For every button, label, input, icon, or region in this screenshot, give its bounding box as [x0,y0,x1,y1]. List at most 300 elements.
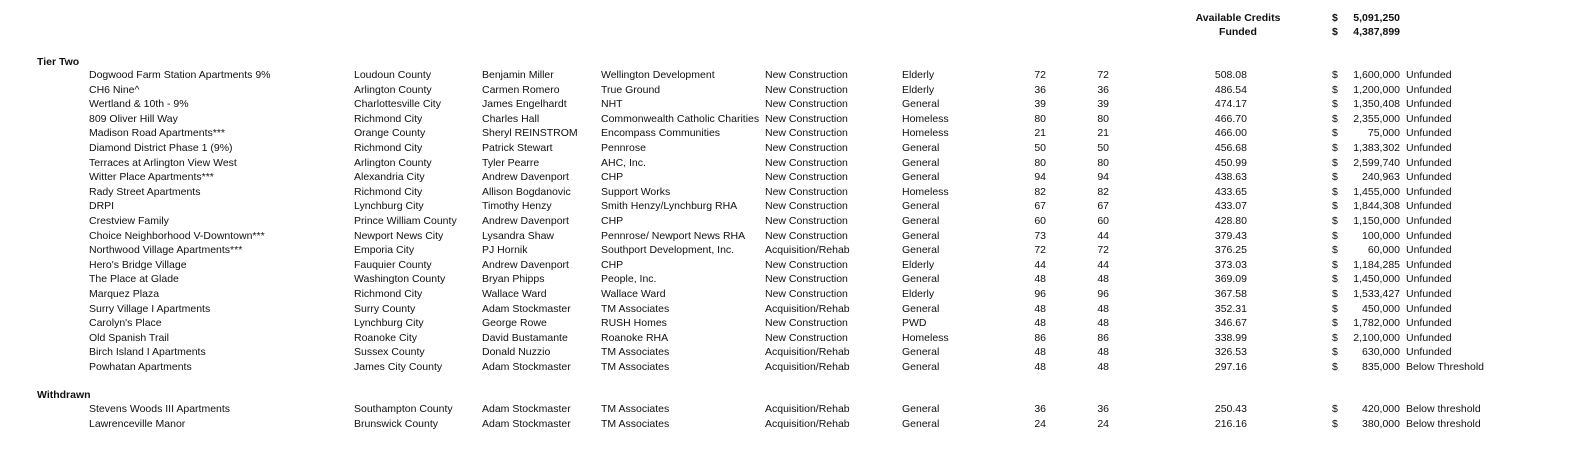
units-total-cell: 82 [1034,185,1046,198]
construction-type-cell: Acquisition/Rehab [765,346,850,359]
funding-status-cell: Unfunded [1406,244,1452,257]
credit-amount-cell: 835,000 [1362,361,1400,373]
units-total-cell: 72 [1034,244,1046,257]
currency-symbol-cell: $ [1332,361,1338,373]
organization-cell: Pennrose [601,142,646,154]
developer-contact-cell: Adam Stockmaster [482,302,571,315]
construction-type-cell: New Construction [765,185,848,198]
project-name-cell: Surry Village I Apartments [89,302,211,315]
population-cell: General [902,156,940,169]
currency-symbol-cell: $ [1332,83,1338,96]
credit-amount-cell: 1,450,000 [1353,273,1400,286]
units-eligible-cell: 72 [1097,244,1109,257]
population-cell: Homeless [902,127,949,140]
locality-cell: Surry County [354,302,416,315]
locality-cell: Richmond City [354,185,423,198]
funding-status-cell: Unfunded [1406,83,1452,96]
score-cell: 433.07 [1214,200,1247,213]
units-total-cell: 80 [1034,112,1046,125]
currency-symbol-cell: $ [1332,244,1338,257]
units-eligible-cell: 24 [1097,417,1109,430]
construction-type-cell: Acquisition/Rehab [765,403,850,415]
table-row [0,98,1592,112]
locality-cell: Lynchburg City [354,317,424,330]
units-eligible-cell: 44 [1097,229,1109,242]
organization-cell: TM Associates [601,361,670,373]
funding-status-cell: Unfunded [1406,142,1452,154]
units-eligible-cell: 60 [1097,215,1109,227]
units-total-cell: 72 [1034,69,1046,81]
population-cell: General [902,417,940,430]
funding-status-cell: Unfunded [1406,258,1452,271]
developer-contact-cell: James Engelhardt [482,98,567,111]
project-name-cell: Carolyn's Place [89,317,162,330]
organization-cell: CHP [601,215,624,227]
units-eligible-cell: 67 [1097,200,1109,213]
funding-status-cell: Unfunded [1406,229,1452,242]
table-row [0,403,1592,417]
locality-cell: Washington County [354,273,446,286]
funding-status-cell: Below threshold [1406,403,1481,415]
table-row [0,142,1592,156]
construction-type-cell: New Construction [765,127,848,140]
organization-cell: Commonwealth Catholic Charities [601,112,760,125]
table-row [0,186,1592,200]
currency-symbol-cell: $ [1332,346,1338,359]
locality-cell: Prince William County [354,215,457,227]
population-cell: Elderly [902,83,935,96]
organization-cell: AHC, Inc. [601,156,646,169]
population-cell: General [902,361,940,373]
developer-contact-cell: Carmen Romero [482,83,560,96]
currency-symbol-cell: $ [1332,156,1338,169]
locality-cell: Newport News City [354,229,444,242]
credit-amount-cell: 1,782,000 [1353,317,1400,330]
funding-status-cell: Unfunded [1406,200,1452,213]
units-eligible-cell: 96 [1097,288,1109,300]
developer-contact-cell: Benjamin Miller [482,69,554,81]
project-name-cell: Stevens Woods III Apartments [89,403,231,415]
funded-currency: $ [1332,26,1338,38]
score-cell: 466.70 [1214,112,1247,125]
currency-symbol-cell: $ [1332,215,1338,227]
units-eligible-cell: 44 [1097,258,1109,271]
population-cell: Elderly [902,258,935,271]
developer-contact-cell: David Bustamante [482,331,568,344]
construction-type-cell: Acquisition/Rehab [765,417,850,430]
currency-symbol-cell: $ [1332,273,1338,286]
construction-type-cell: New Construction [765,288,848,300]
organization-cell: Wellington Development [601,69,715,81]
score-cell: 352.31 [1214,302,1247,315]
units-total-cell: 73 [1034,229,1046,242]
credit-amount-cell: 1,455,000 [1353,185,1400,198]
locality-cell: Lynchburg City [354,200,424,213]
construction-type-cell: New Construction [765,83,848,96]
units-total-cell: 96 [1034,288,1046,300]
units-eligible-cell: 48 [1097,302,1109,315]
currency-symbol-cell: $ [1332,142,1338,154]
credit-amount-cell: 100,000 [1362,229,1400,242]
table-row [0,84,1592,98]
available-credits-label: Available Credits [1195,12,1281,24]
currency-symbol-cell: $ [1332,69,1338,81]
table-row [0,288,1592,302]
credit-amount-cell: 1,844,308 [1353,200,1400,213]
currency-symbol-cell: $ [1332,331,1338,344]
locality-cell: Fauquier County [354,258,432,271]
units-eligible-cell: 48 [1097,317,1109,330]
organization-cell: Encompass Communities [601,127,721,140]
project-name-cell: Choice Neighborhood V-Downtown*** [89,229,265,242]
credit-amount-cell: 240,963 [1362,171,1400,184]
units-total-cell: 44 [1034,258,1046,271]
credit-amount-cell: 630,000 [1362,346,1400,359]
table-row [0,244,1592,258]
units-total-cell: 36 [1034,403,1046,415]
available-credits-currency: $ [1332,12,1338,24]
score-cell: 250.43 [1214,403,1247,415]
score-cell: 428.80 [1214,215,1247,227]
organization-cell: Roanoke RHA [601,331,669,344]
funding-status-cell: Unfunded [1406,156,1452,169]
score-cell: 297.16 [1214,361,1247,373]
funded-label: Funded [1219,26,1257,38]
score-cell: 379.43 [1214,229,1247,242]
developer-contact-cell: Andrew Davenport [482,215,569,227]
population-cell: General [902,244,940,257]
developer-contact-cell: Tyler Pearre [482,156,540,169]
construction-type-cell: New Construction [765,69,848,81]
construction-type-cell: New Construction [765,317,848,330]
project-name-cell: Diamond District Phase 1 (9%) [89,142,233,154]
score-cell: 376.25 [1214,244,1247,257]
currency-symbol-cell: $ [1332,403,1338,415]
organization-cell: CHP [601,258,624,271]
funding-status-cell: Unfunded [1406,171,1452,184]
funding-status-cell: Unfunded [1406,215,1452,227]
table-row [0,273,1592,287]
table-row [0,171,1592,185]
table-row [0,200,1592,214]
units-eligible-cell: 21 [1097,127,1109,140]
construction-type-cell: New Construction [765,331,848,344]
table-row [0,303,1592,317]
funding-status-cell: Below Threshold [1406,361,1485,373]
section-title-tier-two: Tier Two [37,56,80,68]
project-name-cell: Dogwood Farm Station Apartments 9% [89,69,271,81]
organization-cell: People, Inc. [601,273,657,286]
credit-amount-cell: 1,350,408 [1353,98,1400,111]
population-cell: Homeless [902,331,949,344]
funded-value: 4,387,899 [1353,26,1400,38]
locality-cell: Emporia City [354,244,415,257]
project-name-cell: Lawrenceville Manor [89,417,186,430]
units-eligible-cell: 86 [1097,331,1109,344]
units-total-cell: 24 [1034,417,1046,430]
organization-cell: Southport Development, Inc. [601,244,735,257]
score-cell: 433.65 [1214,185,1247,198]
units-total-cell: 48 [1034,317,1046,330]
project-name-cell: Crestview Family [89,215,169,227]
credit-amount-cell: 60,000 [1367,244,1400,257]
project-name-cell: Marquez Plaza [89,288,160,300]
funding-status-cell: Unfunded [1406,346,1452,359]
score-cell: 456.68 [1214,142,1247,154]
units-total-cell: 67 [1034,200,1046,213]
developer-contact-cell: Adam Stockmaster [482,361,571,373]
currency-symbol-cell: $ [1332,200,1338,213]
construction-type-cell: New Construction [765,142,848,154]
units-total-cell: 39 [1034,98,1046,111]
organization-cell: CHP [601,171,624,184]
project-name-cell: 809 Oliver Hill Way [89,112,178,125]
organization-cell: Wallace Ward [601,288,666,300]
score-cell: 369.09 [1214,273,1247,286]
developer-contact-cell: Donald Nuzzio [482,346,551,359]
score-cell: 346.67 [1214,317,1247,330]
developer-contact-cell: Adam Stockmaster [482,417,571,430]
construction-type-cell: New Construction [765,171,848,184]
units-eligible-cell: 80 [1097,156,1109,169]
available-credits-value: 5,091,250 [1353,12,1400,24]
units-eligible-cell: 48 [1097,273,1109,286]
table-row [0,157,1592,171]
score-cell: 466.00 [1214,127,1247,140]
locality-cell: Roanoke City [354,331,418,344]
units-total-cell: 48 [1034,361,1046,373]
organization-cell: TM Associates [601,403,670,415]
units-total-cell: 94 [1034,171,1046,184]
score-cell: 216.16 [1214,417,1247,430]
units-eligible-cell: 48 [1097,361,1109,373]
population-cell: General [902,171,940,184]
developer-contact-cell: Andrew Davenport [482,171,569,184]
construction-type-cell: New Construction [765,156,848,169]
population-cell: General [902,98,940,111]
population-cell: General [902,346,940,359]
table-row [0,317,1592,331]
score-cell: 486.54 [1214,83,1247,96]
funding-status-cell: Unfunded [1406,317,1452,330]
funding-status-cell: Below threshold [1406,417,1481,430]
project-name-cell: Birch Island I Apartments [89,346,206,359]
units-total-cell: 80 [1034,156,1046,169]
units-total-cell: 48 [1034,346,1046,359]
locality-cell: James City County [354,361,443,373]
organization-cell: RUSH Homes [601,317,667,330]
units-total-cell: 36 [1034,83,1046,96]
units-eligible-cell: 39 [1097,98,1109,111]
population-cell: Homeless [902,185,949,198]
funding-status-cell: Unfunded [1406,288,1452,300]
construction-type-cell: Acquisition/Rehab [765,244,850,257]
table-row [0,127,1592,141]
credit-amount-cell: 1,150,000 [1353,215,1400,227]
project-name-cell: DRPI [89,200,115,213]
table-row [0,230,1592,244]
population-cell: General [902,142,940,154]
developer-contact-cell: PJ Hornik [482,244,528,257]
score-cell: 373.03 [1214,258,1247,271]
construction-type-cell: New Construction [765,273,848,286]
organization-cell: TM Associates [601,302,670,315]
construction-type-cell: New Construction [765,215,848,227]
credit-amount-cell: 1,600,000 [1353,69,1400,81]
section-title-withdrawn: Withdrawn [37,389,91,401]
funding-status-cell: Unfunded [1406,69,1452,81]
credit-amount-cell: 1,200,000 [1353,83,1400,96]
developer-contact-cell: Allison Bogdanovic [482,185,571,198]
credit-amount-cell: 420,000 [1362,403,1400,415]
locality-cell: Alexandria City [354,171,425,184]
units-eligible-cell: 80 [1097,112,1109,125]
locality-cell: Brunswick County [354,417,439,430]
population-cell: Homeless [902,112,949,125]
organization-cell: TM Associates [601,417,670,430]
developer-contact-cell: George Rowe [482,317,547,330]
project-name-cell: Wertland & 10th - 9% [89,98,189,111]
units-eligible-cell: 36 [1097,403,1109,415]
score-cell: 450.99 [1214,156,1247,169]
table-row [0,215,1592,229]
project-name-cell: Old Spanish Trail [89,331,169,344]
construction-type-cell: Acquisition/Rehab [765,361,850,373]
units-total-cell: 48 [1034,302,1046,315]
funding-status-cell: Unfunded [1406,273,1452,286]
credit-amount-cell: 1,184,285 [1353,258,1400,271]
score-cell: 326.53 [1214,346,1247,359]
construction-type-cell: New Construction [765,98,848,111]
currency-symbol-cell: $ [1332,185,1338,198]
project-name-cell: Northwood Village Apartments*** [89,244,243,257]
construction-type-cell: New Construction [765,112,848,125]
project-name-cell: The Place at Glade [89,273,179,286]
credit-amount-cell: 75,000 [1367,127,1400,140]
project-name-cell: Hero's Bridge Village [89,258,187,271]
table-row [0,259,1592,273]
score-cell: 367.58 [1214,288,1247,300]
units-total-cell: 86 [1034,331,1046,344]
organization-cell: Smith Henzy/Lynchburg RHA [601,200,738,213]
currency-symbol-cell: $ [1332,302,1338,315]
table-row [0,332,1592,346]
credit-amount-cell: 1,533,427 [1353,288,1400,300]
locality-cell: Loudoun County [354,69,432,81]
units-eligible-cell: 72 [1097,69,1109,81]
developer-contact-cell: Lysandra Shaw [482,229,554,242]
units-eligible-cell: 94 [1097,171,1109,184]
population-cell: General [902,200,940,213]
project-name-cell: Witter Place Apartments*** [89,171,214,184]
locality-cell: Orange County [354,127,426,140]
locality-cell: Richmond City [354,288,423,300]
developer-contact-cell: Timothy Henzy [482,200,552,213]
table-row [0,113,1592,127]
population-cell: General [902,403,940,415]
developer-contact-cell: Charles Hall [482,112,540,125]
developer-contact-cell: Bryan Phipps [482,273,545,286]
score-cell: 438.63 [1214,171,1247,184]
currency-symbol-cell: $ [1332,417,1338,430]
locality-cell: Sussex County [354,346,425,359]
locality-cell: Arlington County [354,156,432,169]
currency-symbol-cell: $ [1332,288,1338,300]
funding-status-cell: Unfunded [1406,127,1452,140]
currency-symbol-cell: $ [1332,127,1338,140]
currency-symbol-cell: $ [1332,317,1338,330]
units-eligible-cell: 48 [1097,346,1109,359]
locality-cell: Richmond City [354,112,423,125]
organization-cell: TM Associates [601,346,670,359]
developer-contact-cell: Wallace Ward [482,288,547,300]
organization-cell: Support Works [601,185,671,198]
population-cell: General [902,273,940,286]
organization-cell: NHT [601,98,623,111]
developer-contact-cell: Adam Stockmaster [482,403,571,415]
table-row [0,346,1592,360]
currency-symbol-cell: $ [1332,98,1338,111]
project-name-cell: Madison Road Apartments*** [89,127,225,140]
credit-amount-cell: 1,383,302 [1353,142,1400,154]
units-total-cell: 21 [1034,127,1046,140]
funding-status-cell: Unfunded [1406,98,1452,111]
locality-cell: Richmond City [354,142,423,154]
funding-status-cell: Unfunded [1406,112,1452,125]
credit-amount-cell: 380,000 [1362,417,1400,430]
units-eligible-cell: 50 [1097,142,1109,154]
credit-amount-cell: 450,000 [1362,302,1400,315]
organization-cell: True Ground [601,83,661,96]
score-cell: 508.08 [1214,69,1247,81]
construction-type-cell: Acquisition/Rehab [765,302,850,315]
developer-contact-cell: Patrick Stewart [482,142,553,154]
population-cell: General [902,229,940,242]
funding-status-cell: Unfunded [1406,185,1452,198]
developer-contact-cell: Sheryl REINSTROM [482,127,578,140]
units-total-cell: 48 [1034,273,1046,286]
construction-type-cell: New Construction [765,258,848,271]
currency-symbol-cell: $ [1332,258,1338,271]
developer-contact-cell: Andrew Davenport [482,258,569,271]
units-eligible-cell: 36 [1097,83,1109,96]
project-name-cell: Powhatan Apartments [89,361,192,373]
credit-amount-cell: 2,100,000 [1353,331,1400,344]
table-row [0,418,1592,432]
funding-status-cell: Unfunded [1406,302,1452,315]
organization-cell: Pennrose/ Newport News RHA [601,229,746,242]
table-row [0,69,1592,83]
construction-type-cell: New Construction [765,229,848,242]
currency-symbol-cell: $ [1332,229,1338,242]
table-row [0,361,1592,375]
score-cell: 474.17 [1214,98,1247,111]
currency-symbol-cell: $ [1332,112,1338,125]
project-name-cell: Terraces at Arlington View West [89,156,237,169]
population-cell: General [902,215,940,227]
currency-symbol-cell: $ [1332,171,1338,184]
units-eligible-cell: 82 [1097,185,1109,198]
credit-amount-cell: 2,599,740 [1353,156,1400,169]
locality-cell: Charlottesville City [354,98,441,111]
units-total-cell: 50 [1034,142,1046,154]
project-name-cell: Rady Street Apartments [89,185,201,198]
locality-cell: Arlington County [354,83,432,96]
construction-type-cell: New Construction [765,200,848,213]
population-cell: General [902,302,940,315]
credit-amount-cell: 2,355,000 [1353,112,1400,125]
population-cell: Elderly [902,288,935,300]
